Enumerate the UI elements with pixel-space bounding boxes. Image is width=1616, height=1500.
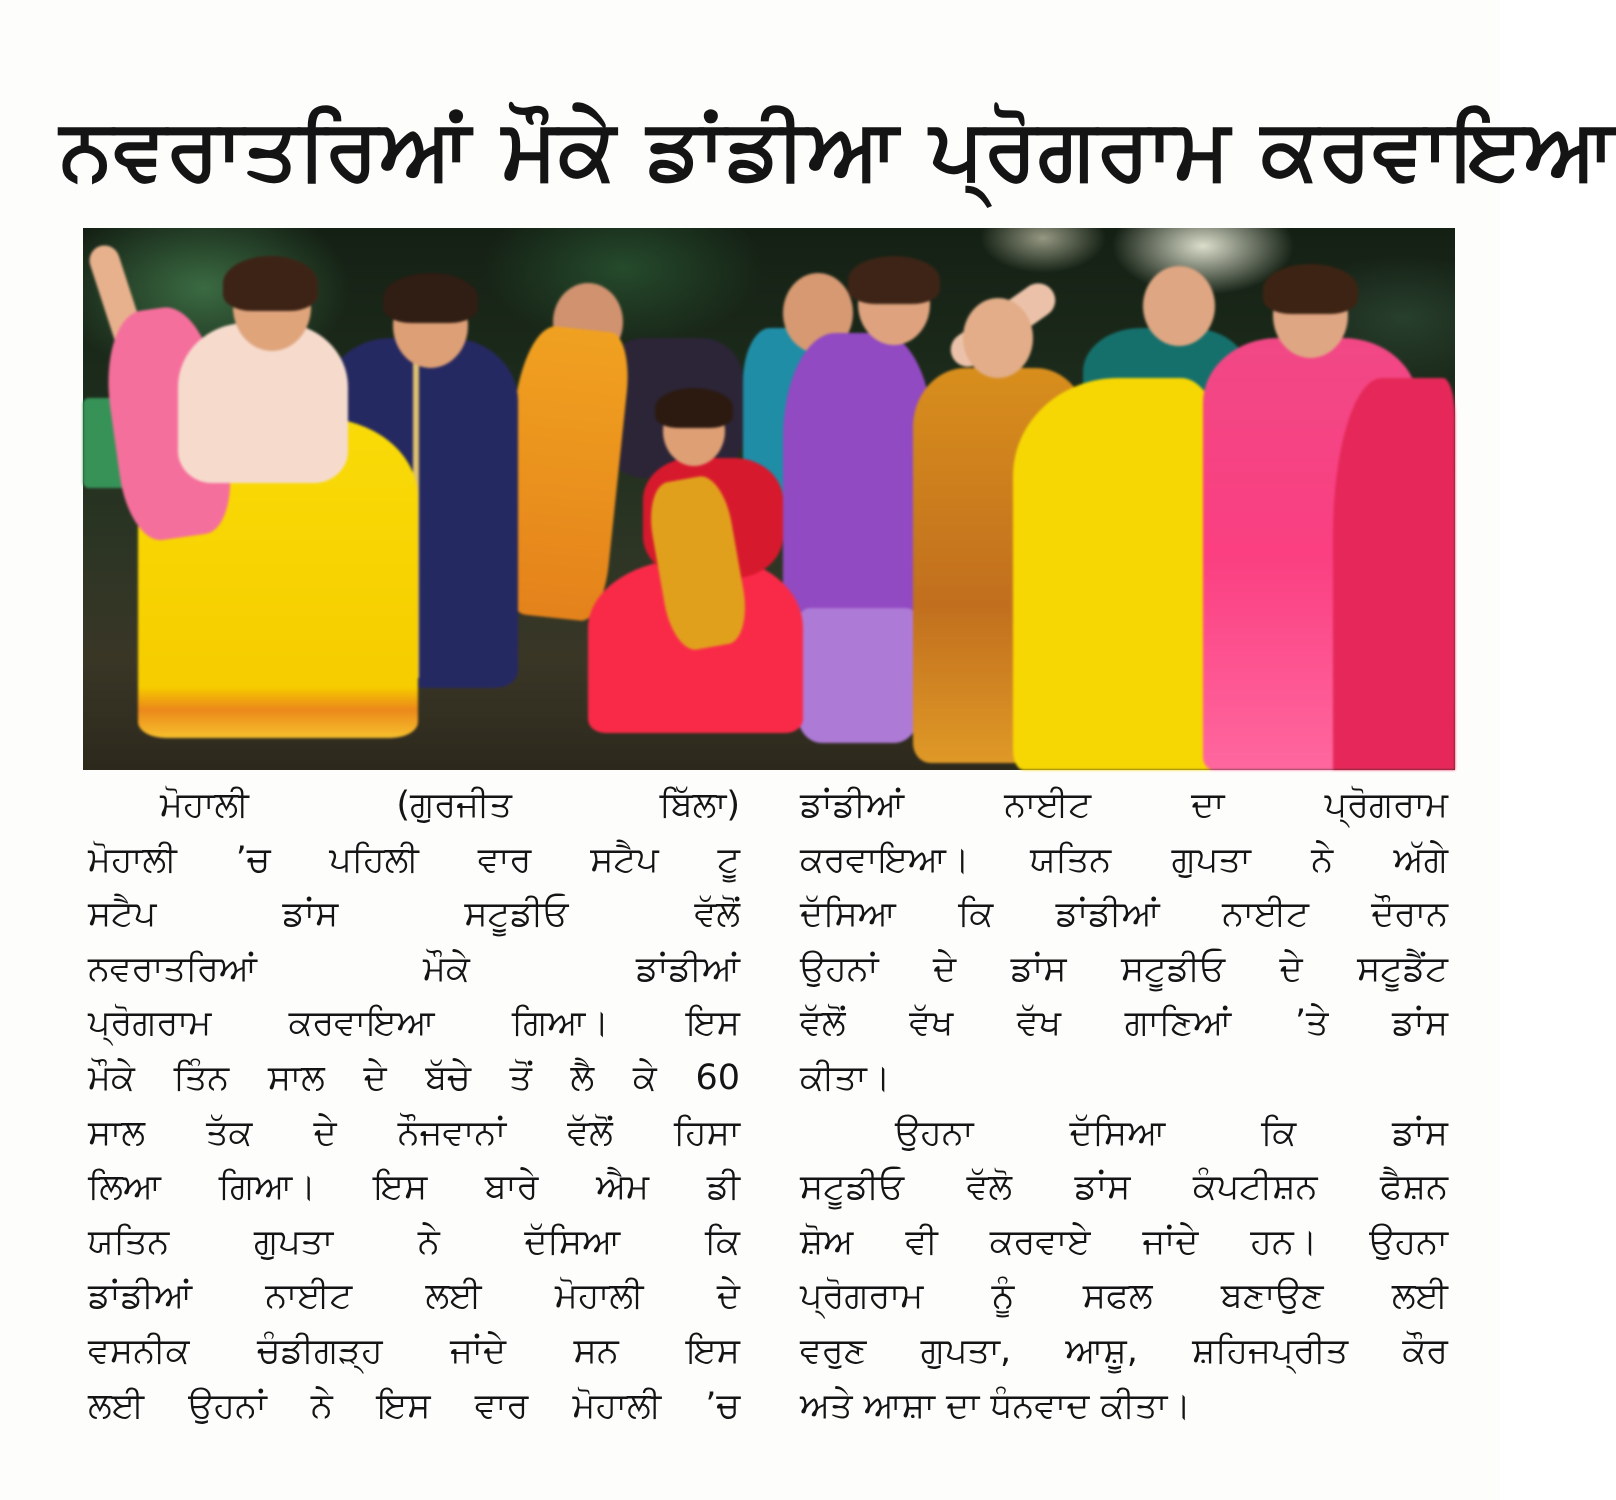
article-text-line: ਸ਼ੋਅ ਵੀ ਕਰਵਾਏ ਜਾਂਦੇ ਹਨ। ਉਹਨਾ xyxy=(800,1221,1448,1262)
article-column-2 xyxy=(800,778,1448,1433)
article-text-line: ਮੌਕੇ ਤਿੰਨ ਸਾਲ ਦੇ ਬੱਚੇ ਤੋਂ ਲੈ ਕੇ 60 xyxy=(88,1057,740,1098)
article-text-line: ਪ੍ਰੋਗਰਾਮ ਕਰਵਾਇਆ ਗਿਆ। ਇਸ xyxy=(88,1003,740,1044)
article-text-line: ਅਤੇ ਆਸ਼ਾ ਦਾ ਧੰਨਵਾਦ ਕੀਤਾ। xyxy=(800,1385,1192,1426)
photo-dancer-hair xyxy=(383,273,478,323)
photo-dancer-head xyxy=(1143,266,1215,346)
article-column-1 xyxy=(88,778,740,1433)
photo-dancer-hair xyxy=(1263,264,1358,314)
article-text-line: ਕਰਵਾਇਆ। ਯਤਿਨ ਗੁਪਤਾ ਨੇ ਅੱਗੇ xyxy=(800,839,1448,880)
article-text-line: ਵੱਲੋਂ ਵੱਖ ਵੱਖ ਗਾਣਿਆਂ ’ਤੇ ਡਾਂਸ xyxy=(800,1003,1448,1044)
article-text-line: ਯਤਿਨ ਗੁਪਤਾ ਨੇ ਦੱਸਿਆ ਕਿ xyxy=(88,1221,740,1262)
dateline: ਮੋਹਾਲੀ (ਗੁਰਜੀਤ ਬਿੱਲਾ) xyxy=(160,785,740,825)
photo-dancer-hair xyxy=(655,388,733,428)
article-text-line: ਨਵਰਾਤਰਿਆਂ ਮੌਕੇ ਡਾਂਡੀਆਂ xyxy=(88,948,740,989)
article-paragraph xyxy=(800,778,1448,1106)
photo-dancer-salwar xyxy=(798,608,918,743)
photo-dancer-dupatta xyxy=(1013,378,1223,770)
article-text-line: ਕੀਤਾ। xyxy=(800,1057,891,1098)
photo-dancer-dupatta xyxy=(1333,378,1455,770)
article-text-line: ਡਾਂਡੀਆਂ ਨਾਈਟ ਦਾ ਪ੍ਰੋਗਰਾਮ xyxy=(800,785,1448,825)
article-text-line: ਵਸਨੀਕ ਚੰਡੀਗੜ੍ਹ ਜਾਂਦੇ ਸਨ ਇਸ xyxy=(88,1330,740,1371)
article-text-line: ਉਹਨਾਂ ਦੇ ਡਾਂਸ ਸਟੂਡੀਓ ਦੇ ਸਟੂਡੈਂਟ xyxy=(800,948,1448,989)
article-text-line: ਪ੍ਰੋਗਰਾਮ ਨੂੰ ਸਫਲ ਬਣਾਉਣ ਲਈ xyxy=(800,1276,1448,1317)
photo-dancer-hair xyxy=(848,256,940,304)
article-text-line: ਲਿਆ ਗਿਆ। ਇਸ ਬਾਰੇ ਐਮ ਡੀ xyxy=(88,1167,740,1208)
article-text-line: ਵਰੁਣ ਗੁਪਤਾ, ਆਸ਼ੂ, ਸ਼ਹਿਜਪ੍ਰੀਤ ਕੌਰ xyxy=(800,1330,1448,1371)
photo-dancer-head xyxy=(963,298,1033,378)
photo-scene xyxy=(83,228,1455,770)
article-text-line: ਉਹਨਾ ਦੱਸਿਆ ਕਿ ਡਾਂਸ xyxy=(895,1112,1448,1153)
article-text-line: ਦੱਸਿਆ ਕਿ ਡਾਂਡੀਆਂ ਨਾਈਟ ਦੌਰਾਨ xyxy=(800,894,1448,935)
article-paragraph xyxy=(800,1106,1448,1434)
article-text-line: ਸਟੈਪ ਡਾਂਸ ਸਟੂਡੀਓ ਵੱਲੋਂ xyxy=(88,894,740,935)
article-text-line: ਮੋਹਾਲੀ ’ਚ ਪਹਿਲੀ ਵਾਰ ਸਟੈਪ ਟੂ xyxy=(88,839,740,880)
photo-dancer-outfit xyxy=(783,333,933,633)
article-text-line: ਸਟੂਡੀਓ ਵੱਲੋ ਡਾਂਸ ਕੰਪਟੀਸ਼ਨ ਫੈਸ਼ਨ xyxy=(800,1167,1448,1208)
photo-dancer-hair xyxy=(223,256,318,311)
headline: ਨਵਰਾਤਰਿਆਂ ਮੌਕੇ ਡਾਂਡੀਆ ਪ੍ਰੋਗਰਾਮ ਕਰਵਾਇਆ xyxy=(60,100,1616,198)
article-text-line: ਲਈ ਉਹਨਾਂ ਨੇ ਇਸ ਵਾਰ ਮੋਹਾਲੀ ’ਚ xyxy=(88,1385,740,1426)
article-text-line: ਡਾਂਡੀਆਂ ਨਾਈਟ ਲਈ ਮੋਹਾਲੀ ਦੇ xyxy=(88,1276,740,1317)
article-photo xyxy=(83,228,1455,770)
article-text-line: ਸਾਲ ਤੱਕ ਦੇ ਨੌਜਵਾਨਾਂ ਵੱਲੋਂ ਹਿਸਾ xyxy=(88,1112,740,1153)
article-paragraph xyxy=(88,778,740,1433)
